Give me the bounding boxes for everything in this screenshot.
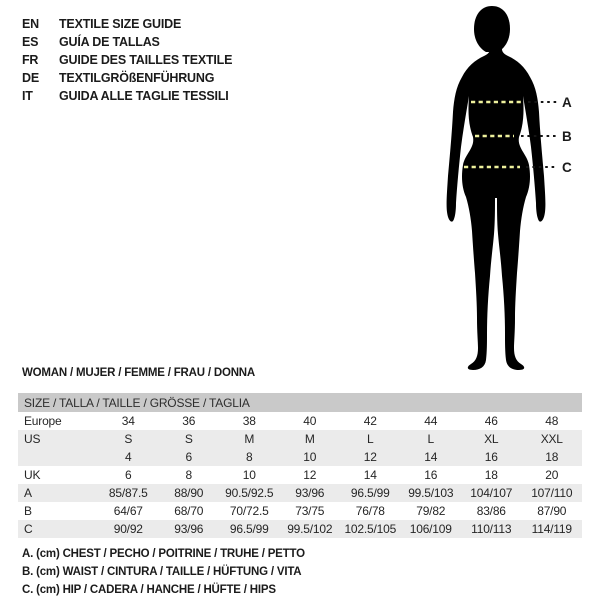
table-cell: 90.5/92.5 xyxy=(225,486,274,500)
table-cell: 88/90 xyxy=(174,486,204,500)
table-row-us-numeric xyxy=(18,448,582,466)
table-cell: 18 xyxy=(484,468,498,482)
table-cell: 90/92 xyxy=(113,522,143,536)
table-cell: 79/82 xyxy=(416,504,446,518)
section-title: WOMAN / MUJER / FEMME / FRAU / DONNA xyxy=(22,367,256,379)
table-cell: L xyxy=(427,432,434,446)
language-row-de xyxy=(22,69,232,87)
table-cell: 46 xyxy=(484,414,498,428)
silhouette-head xyxy=(474,6,510,52)
measurement-legend xyxy=(22,545,305,599)
language-code: ES xyxy=(22,35,39,49)
row-label: UK xyxy=(24,468,41,482)
table-cell: S xyxy=(124,432,133,446)
table-cell: 42 xyxy=(363,414,377,428)
table-row-europe xyxy=(18,412,582,430)
marker-label-a: A xyxy=(562,95,572,110)
language-list xyxy=(22,15,232,105)
row-label: US xyxy=(24,432,41,446)
language-row-it xyxy=(22,87,232,105)
table-cell: 114/119 xyxy=(531,522,572,536)
table-cell: 10 xyxy=(303,450,317,464)
table-cell: L xyxy=(367,432,374,446)
size-table xyxy=(18,393,582,538)
language-title: GUÍA DE TALLAS xyxy=(59,35,160,49)
table-cell: 93/96 xyxy=(174,522,204,536)
language-title: TEXTILE SIZE GUIDE xyxy=(59,17,182,31)
language-code: FR xyxy=(22,53,39,67)
language-code: IT xyxy=(22,89,33,103)
language-row-es xyxy=(22,33,232,51)
legend-line-waist: B. (cm) WAIST / CINTURA / TAILLE / HÜFTUNG / VITA xyxy=(22,566,302,578)
table-cell: 76/78 xyxy=(355,504,385,518)
table-cell: XL xyxy=(484,432,499,446)
table-cell: 104/107 xyxy=(470,486,513,500)
legend-line-hip: C. (cm) HIP / CADERA / HANCHE / HÜFTE / HIPS xyxy=(22,584,276,596)
language-code: DE xyxy=(22,71,39,85)
table-cell: S xyxy=(184,432,193,446)
table-header-row xyxy=(18,393,582,412)
table-cell: 40 xyxy=(303,414,317,428)
table-cell: 68/70 xyxy=(174,504,204,518)
table-cell: 96.5/99 xyxy=(229,522,269,536)
table-cell: 110/113 xyxy=(471,522,512,536)
language-row-fr xyxy=(22,51,232,69)
row-label: C xyxy=(24,522,33,536)
table-cell: 34 xyxy=(121,414,135,428)
table-row-us xyxy=(18,430,582,448)
legend-line-chest: A. (cm) CHEST / PECHO / POITRINE / TRUHE / PETTO xyxy=(22,548,305,560)
table-cell: 4 xyxy=(125,450,132,464)
table-cell: 8 xyxy=(246,450,253,464)
table-row-chest-a xyxy=(18,484,582,502)
table-cell: XXL xyxy=(540,432,563,446)
row-label: A xyxy=(24,486,32,500)
table-cell: 96.5/99 xyxy=(350,486,390,500)
table-cell: 12 xyxy=(363,450,377,464)
table-cell: 16 xyxy=(424,468,438,482)
language-title: GUIDE DES TAILLES TEXTILE xyxy=(59,53,233,67)
table-cell: 87/90 xyxy=(537,504,567,518)
table-cell: 83/86 xyxy=(476,504,506,518)
table-cell: 36 xyxy=(182,414,196,428)
table-row-hip-c xyxy=(18,520,582,538)
table-cell: 12 xyxy=(303,468,317,482)
table-cell: 38 xyxy=(242,414,256,428)
table-cell: 16 xyxy=(484,450,498,464)
table-cell: 107/110 xyxy=(531,486,573,500)
table-cell: 18 xyxy=(545,450,559,464)
table-cell: 99.5/103 xyxy=(408,486,454,500)
marker-label-b: B xyxy=(562,129,572,144)
silhouette-body xyxy=(447,49,546,370)
table-cell: 6 xyxy=(125,468,132,482)
table-row-waist-b xyxy=(18,502,582,520)
table-cell: 20 xyxy=(545,468,559,482)
table-cell: 102.5/105 xyxy=(344,522,397,536)
table-cell: 73/75 xyxy=(295,504,325,518)
language-row-en xyxy=(22,15,232,33)
table-cell: 48 xyxy=(545,414,559,428)
table-cell: 106/109 xyxy=(409,522,452,536)
table-cell: 14 xyxy=(424,450,438,464)
table-row-uk xyxy=(18,466,582,484)
table-cell: 64/67 xyxy=(113,504,143,518)
table-cell: 14 xyxy=(363,468,377,482)
language-title: GUIDA ALLE TAGLIE TESSILI xyxy=(59,89,229,103)
table-cell: 85/87.5 xyxy=(108,486,148,500)
table-cell: 6 xyxy=(185,450,192,464)
language-title: TEXTILGRÖßENFÜHRUNG xyxy=(59,71,215,85)
row-label: B xyxy=(24,504,32,518)
table-cell: 99.5/102 xyxy=(287,522,333,536)
marker-label-c: C xyxy=(562,160,572,175)
table-title: SIZE / TALLA / TAILLE / GRÖSSE / TAGLIA xyxy=(18,393,582,412)
woman-silhouette-figure xyxy=(440,0,600,375)
row-label xyxy=(18,448,98,466)
row-label: Europe xyxy=(24,414,62,428)
table-cell: M xyxy=(244,432,255,446)
table-cell: 44 xyxy=(424,414,438,428)
table-cell: 10 xyxy=(242,468,256,482)
table-cell: 8 xyxy=(185,468,192,482)
language-code: EN xyxy=(22,17,39,31)
table-cell: 70/72.5 xyxy=(229,504,269,518)
table-cell: 93/96 xyxy=(295,486,325,500)
table-cell: M xyxy=(304,432,315,446)
